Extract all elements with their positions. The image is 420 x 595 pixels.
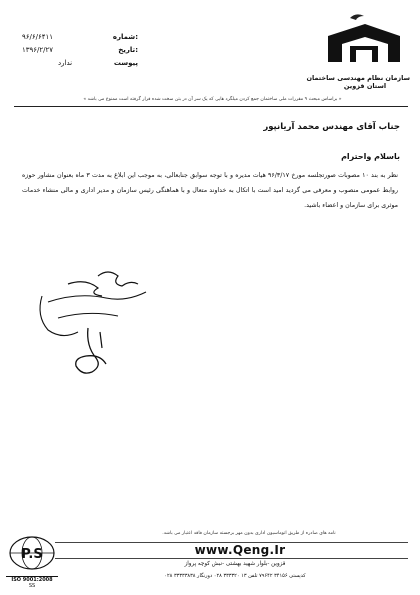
org-province: استان قزوین [343, 82, 387, 90]
meta-number [18, 30, 138, 43]
letter-recipient: جناب آقای مهندس محمد آریانپور [263, 122, 400, 132]
iso-code: SS [28, 583, 36, 589]
letter-greeting: باسلام واحترام [341, 152, 400, 161]
header-divider [14, 106, 408, 107]
footer-divider-bottom [55, 558, 408, 559]
handwritten-signature [28, 262, 158, 382]
letter-meta [18, 30, 138, 69]
org-logo [306, 10, 410, 96]
org-name: سازمان نظام مهندسی ساختمان [306, 74, 410, 82]
meta-date-value: ۱۳۹۶/۲/۲۷ [22, 46, 54, 54]
meta-attachment-label: پیوست [113, 59, 138, 67]
footer-address: قزوین -بلوار شهید بهشتی -نبش کوچه پرواز [184, 561, 286, 567]
meta-number-label: شماره: [112, 33, 138, 41]
letter-body: نظر به بند ۱۰ مصوبات صورتجلسه مورخ ۹۶/۳/۱۷ هیات مدیره و با توجه سوابق جنابعالی، به موجب این ابلاغ به مدت ۳ ماه بعنوان مشاور حوزه روابط عمومی منصوب و معرفی می گردید امید است با اتکال به خداوند متعال و با هماهنگی رئیس سازمان و مدیر اداری و مالی منشاء خدمات موثری برای سازمان و اعضاء باشید. [22, 172, 399, 209]
footer-phones: کدپستی ۳۴۱۵۶ ۷۹۶۴۲ تلفن ۱۳ ۳۳۳۳۲۰ ۰۲۸ دورنگار ۳۳۳۳۳۸۳۸ ۰۲۸ [164, 573, 306, 579]
meta-number-value: ۹۶/۶/۶۴۱۱ [22, 33, 54, 41]
meta-date-label: تاریخ: [118, 46, 138, 54]
iso-brand: P.S [21, 547, 43, 562]
iso-certification-badge [6, 534, 58, 590]
header-regulation-note: « براساس مبحث ۹ مقررات ملی ساختمان جمع کردن میلگرد هایی که یک سر آن در بتن سخت شده قرار گرفته است ممنوع می باشد » [83, 97, 342, 102]
globe-icon [6, 534, 58, 572]
meta-date [18, 43, 138, 56]
footer-automation-note: نامه های صادره از طریق اتوماسیون اداری بدون مهر برجسته سازمان فاقد اعتبار می باشد. [162, 531, 336, 536]
website-link[interactable]: www.Qeng.Ir [194, 543, 286, 557]
iso-standard: ISO 9001:2008 [6, 576, 58, 583]
meta-attachment-value: ندارد [58, 59, 73, 67]
org-emblem-icon [320, 10, 410, 70]
meta-attachment [18, 56, 138, 69]
